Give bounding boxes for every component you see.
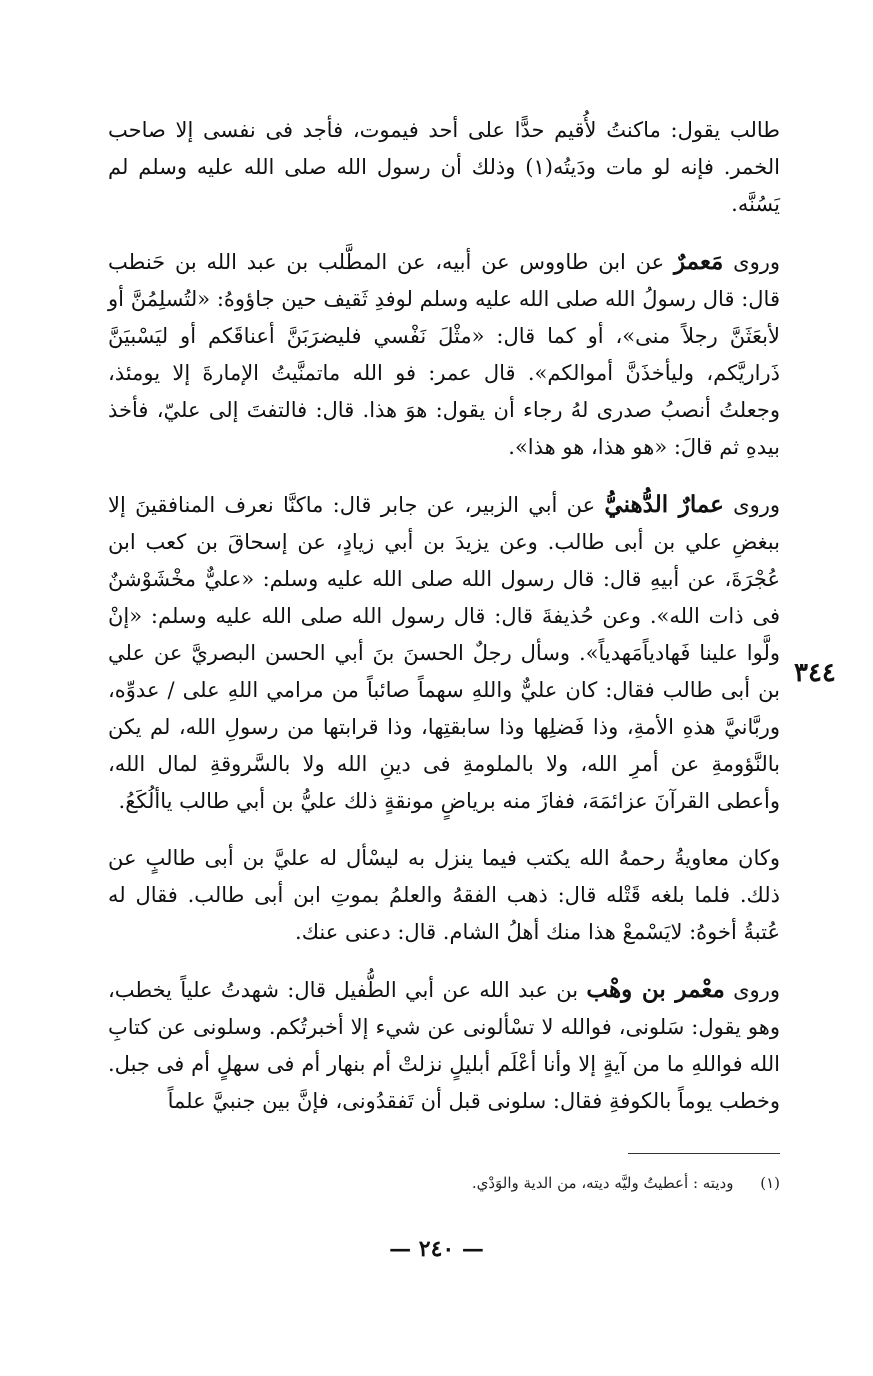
narrator-name: عمارٌ الدُّهنيُّ — [604, 491, 724, 518]
paragraph-2-text: عن ابن طاووس عن أبيه، عن المطَّلب بن عبد الله بن حَنطب قال: قال رسولُ الله صلى الله عليه وسلم لوفدِ ثَقيف حين جاؤوهُ: «لتُسلِمُنَّ أو لأبعَثَنَّ رجلاً منى»، أو كما قال: «مثْلَ نَفْسي فليضرَبَنَّ أعناقَكم أو ليَسْبيَنَّ ذَراريَّكم، وليأخذَنَّ أموالكم». قال عمر: فو الله ماتمنَّيتُ الإمارةَ إلا يومئذ، وجعلتُ أنصبُ صدرى لهُ رجاء أن يقول: هوَ هذا. قال: فالتفتَ إلى عليّ، فأخذ بيدهِ ثم قالَ: «هو هذا، هو هذا». — [108, 250, 780, 459]
narrator-name: معْمر بن وهْب — [586, 976, 725, 1003]
paragraph-3-text: عن أبي الزبير، عن جابر قال: ماكنَّا نعرف المنافقينَ إلا ببغضِ علي بن أبى طالب. وعن يزيدَ بن أبي زيادٍ، عن إسحاقَ بن كعب ابن عُجْرَةَ، عن أبيهِ قال: قال رسول الله صلى الله عليه وسلم: «عليٌّ مخْشَوْشنٌ فى ذات الله». وعن حُذيفةَ قال: قال رسول الله صلى الله عليه وسلم: «إنْ ولَّوا علينا فَهادياًمَهدياً». وسأل رجلٌ الحسنَ بنَ أبي الحسن البصريَّ عن علي بن أبى طالب فقال: كان عليٌّ واللهِ سهماً صائباً من مرامي اللهِ على / عدوِّه، وربَّانيَّ هذهِ الأمةِ، وذا فَضلِها وذا سابقتِها، وذا قرابتها من رسولِ الله، لم يكن بالنَّؤومةِ عن أمرِ الله، ولا بالملومةِ فى دينِ الله ولا بالسَّروقةِ لمال الله، وأعطى القرآنَ عزائمَهَ، ففازَ منه برياضٍ مونقةٍ ذلك عليُّ بن أبي طالب ياألُكَعُ. — [108, 493, 780, 813]
paragraph-5-text: بن عبد الله عن أبي الطُّفيل قال: شهدتُ علياً يخطب، وهو يقول: سَلونى، فوالله لا تسْألونى عن شيء إلا أخبرتُكم. وسلونى عن كتابِ الله فواللهِ ما من آيةٍ إلا وأنا أعْلَم أبليلٍ نزلتْ أم بنهار أم فى سهلٍ أم فى جبل. وخطب يوماً بالكوفةِ فقال: سلونى قبل أن تَفقدُونى، فإنَّ بين جنبيَّ علماً — [108, 978, 780, 1113]
page-number: — ٢٤٠ — — [389, 1236, 484, 1262]
paragraph-2-lead: وروى — [723, 250, 780, 274]
paragraph-4 — [108, 840, 780, 951]
margin-page-reference: ٣٤٤ — [794, 658, 836, 688]
footnote-text: وديته : أعطيتُ وليَّه ديته، من الدية والوَدْي. — [471, 1174, 734, 1192]
paragraph-1-text: طالب يقول: ماكنتُ لأُقيم حدًّا على أحد فيموت، فأجد فى نفسى إلا صاحب الخمر. فإنه لو مات ودَيتُه(١) وذلك أن رسول الله صلى الله عليه وسلم لم يَسُنَّه. — [108, 118, 780, 216]
footnote-separator — [628, 1153, 780, 1154]
paragraph-1 — [108, 112, 780, 223]
paragraph-3 — [108, 486, 780, 820]
page-body — [108, 112, 780, 1140]
paragraph-5-lead: وروى — [724, 978, 780, 1002]
narrator-name: مَعمرٌ — [673, 248, 724, 275]
paragraph-3-lead: وروى — [723, 493, 780, 517]
footnote-number: (١) — [760, 1174, 780, 1192]
paragraph-4-text: وكان معاويةُ رحمهُ الله يكتب فيما ينزل به ليسْأل له عليَّ بن أبى طالبٍ عن ذلك. فلما بلغه قَتْله قال: ذهب الفقهُ والعلمُ بموتِ ابن أبى طالب. فقال له عُتبةُ أخوهُ: لايَسْمعْ هذا منك أهلُ الشام. قال: دعنى عنك. — [108, 846, 780, 944]
paragraph-5 — [108, 971, 780, 1120]
paragraph-2 — [108, 243, 780, 466]
footnote — [108, 1172, 780, 1194]
